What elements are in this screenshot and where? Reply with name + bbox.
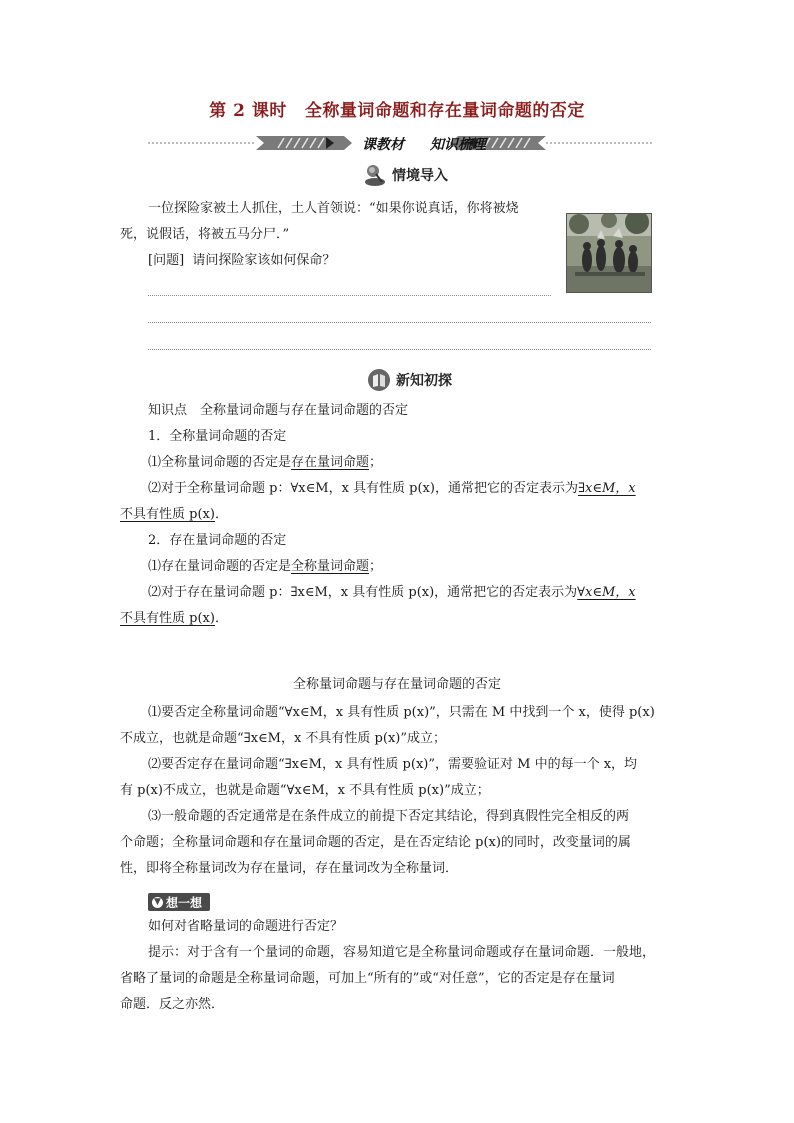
think-question: 如何对省略量词的命题进行否定？ — [148, 919, 344, 934]
question-text: 请问探险家该如何保命？ — [192, 253, 336, 268]
think-answer-line-1: 提示：对于含有一个量词的命题，容易知道它是全称量词命题或存在量词命题．一般地， — [148, 945, 656, 960]
s2a-text: ⑴存在量词命题的否定是 — [148, 559, 292, 574]
banner-label-left: 课教材 — [362, 137, 404, 153]
knowledge-block — [120, 398, 636, 632]
s1b-text: ⑵对于全称量词命题 p：∀x∈M，x 具有性质 p(x)，通常把它的否定表示为 — [148, 481, 578, 496]
s1b-answer-1: ∃x∈M，x — [577, 481, 636, 496]
subsection-2-item-b-cont — [120, 606, 636, 632]
summary-title-wrap — [0, 673, 794, 692]
lesson-title: 全称量词命题和存在量词命题的否定 — [304, 101, 585, 121]
s1b-answer-2: 不具有性质 p(x) — [120, 507, 215, 522]
summary-p3-line-1: ⑶一般命题的否定通常是在条件成立的前提下否定其结论，得到真假性完全相反的两 — [148, 809, 630, 824]
s1a-answer: 存在量词命题 — [291, 455, 370, 470]
book-icon — [366, 367, 392, 393]
s2b-answer-2: 不具有性质 p(x) — [120, 611, 215, 626]
lesson-number: 第 2 课时 — [209, 101, 287, 121]
s2b-text: ⑵对于存在量词命题 p：∃x∈M，x 具有性质 p(x)，通常把它的否定表示为 — [148, 585, 578, 600]
new-knowledge-heading — [366, 367, 452, 393]
subsection-2-title: 2．存在量词命题的否定 — [148, 533, 287, 548]
s2a-end: ； — [369, 559, 383, 574]
banner-label-right: 知识梳理 — [430, 137, 486, 153]
think-badge-text: 想一想 — [166, 895, 203, 910]
scenario-line-2: 死，说假话，将被五马分尸．” — [120, 227, 290, 242]
scenario-text — [120, 196, 519, 274]
subsection-2-item-b — [148, 580, 636, 606]
s1b-end: ． — [214, 507, 228, 522]
s1a-text: ⑴全称量词命题的否定是 — [148, 455, 292, 470]
summary-p3-line-2: 个命题；全称量词命题和存在量词命题的否定，是在否定结论 p(x)的同时，改变量词的属 — [120, 835, 631, 850]
scenario-heading-text: 情境导入 — [392, 168, 448, 184]
think-badge — [148, 893, 210, 911]
summary-p1-line-2: 不成立，也就是命题“∃x∈M，x 不具有性质 p(x)”成立； — [120, 731, 447, 746]
answer-line-3 — [148, 349, 651, 350]
summary-p2-line-1: ⑵要否定存在量词命题“∃x∈M，x 具有性质 p(x)”，需要验证对 M 中的每一个 x，均 — [148, 757, 638, 772]
summary-p1-line-1: ⑴要否定全称量词命题“∀x∈M，x 具有性质 p(x)”，只需在 M 中找到一个 x，使得 p(x) — [148, 705, 655, 720]
scenario-heading — [362, 162, 448, 188]
s2a-answer: 全称量词命题 — [291, 559, 370, 574]
s2b-answer-1: ∀x∈M，x — [577, 585, 636, 600]
scenario-line-1: 一位探险家被土人抓住，土人首领说：“如果你说真话，你将被烧 — [148, 201, 519, 216]
summary-title: 全称量词命题与存在量词命题的否定 — [292, 677, 501, 692]
subsection-1-item-a — [148, 450, 636, 476]
new-knowledge-heading-text: 新知初探 — [396, 373, 452, 389]
subsection-1-title: 1．全称量词命题的否定 — [148, 429, 287, 444]
think-answer-line-3: 命题．反之亦然． — [120, 997, 225, 1012]
scenario-question — [148, 248, 519, 274]
chevron-down-icon: ▼ — [152, 897, 163, 908]
subsection-1-item-b — [148, 476, 636, 502]
s1a-end: ； — [369, 455, 383, 470]
summary-p3-line-3: 性，即将全称量词改为存在量词，存在量词改为全称量词． — [120, 861, 459, 876]
think-block — [120, 914, 656, 1018]
subsection-2-item-a — [148, 554, 636, 580]
knowledge-point-title: 知识点 全称量词命题与存在量词命题的否定 — [148, 403, 409, 418]
s2b-end: ． — [214, 611, 228, 626]
pin-icon — [362, 162, 388, 188]
subsection-1-item-b-cont — [120, 502, 636, 528]
answer-line-2 — [148, 322, 651, 323]
question-tag: [问题] — [148, 253, 185, 268]
summary-p2-line-2: 有 p(x)不成立，也就是命题“∀x∈M，x 不具有性质 p(x)”成立； — [120, 783, 490, 798]
think-answer-line-2: 省略了量词的命题是全称量词命题，可加上“所有的”或“对任意”，它的否定是存在量词 — [120, 971, 615, 986]
answer-line-1 — [148, 295, 551, 296]
summary-block — [120, 700, 655, 882]
scenario-photo — [566, 213, 652, 293]
page-title — [0, 96, 794, 121]
